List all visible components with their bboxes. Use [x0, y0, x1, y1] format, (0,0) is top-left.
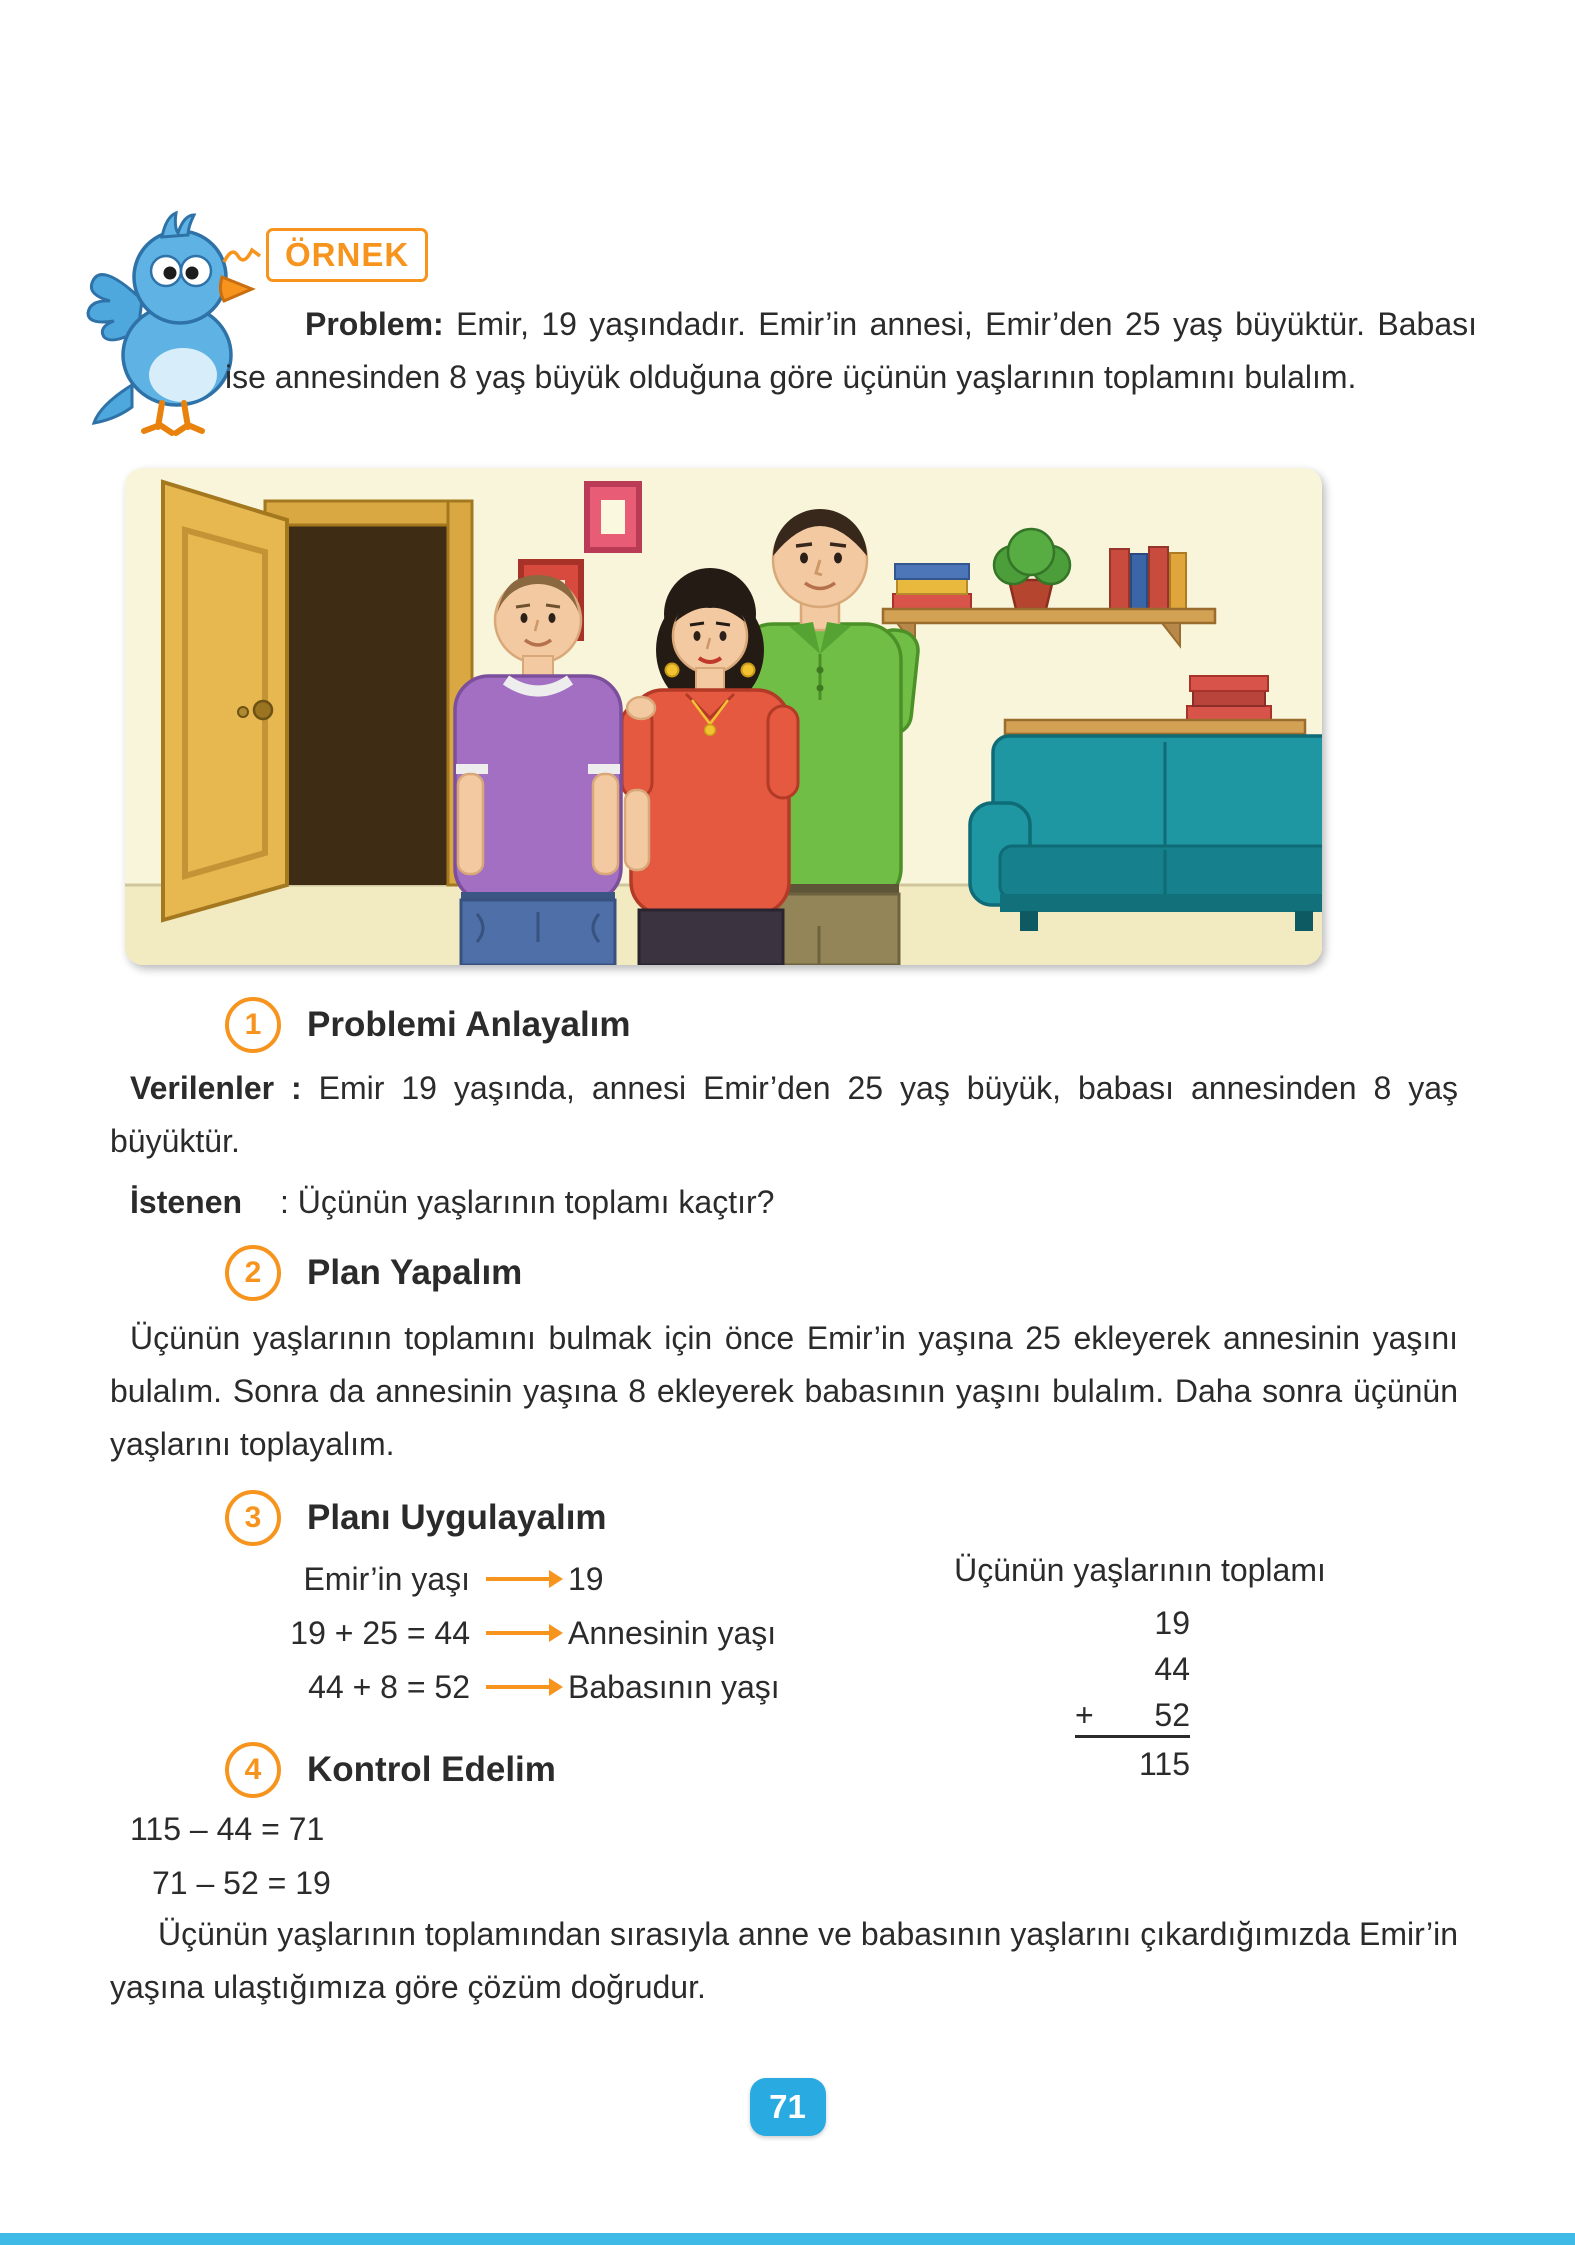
check-line: 115 – 44 = 71: [130, 1811, 325, 1847]
right-arrow-icon: [486, 1577, 550, 1581]
step-result: Babasının yaşı: [568, 1668, 780, 1705]
addition-row-with-operator: [1075, 1692, 1190, 1738]
step-row-mother: [150, 1606, 780, 1660]
problem-label: Problem:: [305, 306, 444, 342]
plan-text: Üçünün yaşlarının toplamını bulmak için önce Emir’in yaşına 25 ekleyerek annesinin yaşını bulalım. Sonra da annesinin yaşına 8 ekleyerek babasının yaşını bulalım. Daha sonra üçünün yaşlarını toplayalım.: [110, 1320, 1458, 1462]
given-statement: [110, 1062, 1458, 1168]
problem-statement: [225, 298, 1477, 404]
addition-addend: 52: [1154, 1697, 1190, 1733]
step-result: Annesinin yaşı: [568, 1614, 777, 1651]
step-expression: 44 + 8 = 52: [308, 1668, 470, 1705]
step-row-emir: [150, 1552, 780, 1606]
step-expression: 19 + 25 = 44: [290, 1614, 470, 1651]
addition-row: 19: [1154, 1605, 1190, 1641]
given-label: Verilenler :: [130, 1070, 302, 1106]
ornek-label: ÖRNEK: [266, 228, 428, 282]
wanted-text: : Üçünün yaşlarının toplamı kaçtır?: [280, 1184, 775, 1220]
page-bottom-edge: [0, 2233, 1575, 2245]
given-text: Emir 19 yaşında, annesi Emir’den 25 yaş büyük, babası annesinden 8 yaş büyüktür.: [110, 1070, 1459, 1159]
addition-row: 44: [1154, 1651, 1190, 1687]
wanted-label: İstenen: [130, 1184, 243, 1220]
right-arrow-icon: [486, 1631, 550, 1635]
example-header: [222, 228, 428, 282]
right-arrow-icon: [486, 1685, 550, 1689]
sum-title: Üçünün yaşlarının toplamı: [954, 1552, 1326, 1588]
section-4-header: [225, 1740, 556, 1800]
section-1-title: Problemi Anlayalım: [307, 1005, 631, 1044]
page-number-badge: 71: [750, 2078, 826, 2136]
step-result: 19: [568, 1560, 604, 1597]
squiggle-connector-icon: [222, 242, 262, 268]
column-addition: [1075, 1600, 1190, 1790]
section-2-header: [225, 1243, 522, 1303]
conclusion-text: Üçünün yaşlarının toplamından sırasıyla anne ve babasının yaşlarını çıkardığımızda Emir’in yaşına ulaştığımıza göre çözüm doğrudur.: [110, 1916, 1458, 2005]
wanted-statement: [110, 1176, 1458, 1229]
section-4-title: Kontrol Edelim: [307, 1750, 556, 1789]
problem-text: Emir, 19 yaşındadır. Emir’in annesi, Emir’den 25 yaş büyüktür. Babası ise annesinden 8 yaş büyük olduğuna göre üçünün yaşlarının toplamını bulalım.: [225, 306, 1477, 395]
check-calculations: [130, 1802, 331, 1910]
step-expression: Emir’in yaşı: [303, 1560, 470, 1597]
plus-sign: +: [1075, 1697, 1094, 1733]
section-4-number-badge: 4: [225, 1742, 281, 1798]
solution-steps: [150, 1552, 780, 1714]
section-1-header: [225, 995, 631, 1055]
addition-result: 115: [1138, 1746, 1190, 1782]
section-2-title: Plan Yapalım: [307, 1253, 523, 1292]
check-line: 71 – 52 = 19: [152, 1865, 331, 1901]
section-3-title: Planı Uygulayalım: [307, 1498, 607, 1537]
section-3-header: [225, 1488, 607, 1548]
section-2-number-badge: 2: [225, 1245, 281, 1301]
section-3-number-badge: 3: [225, 1490, 281, 1546]
step-row-father: [150, 1660, 780, 1714]
family-illustration: [125, 468, 1322, 965]
section-1-number-badge: 1: [225, 997, 281, 1053]
